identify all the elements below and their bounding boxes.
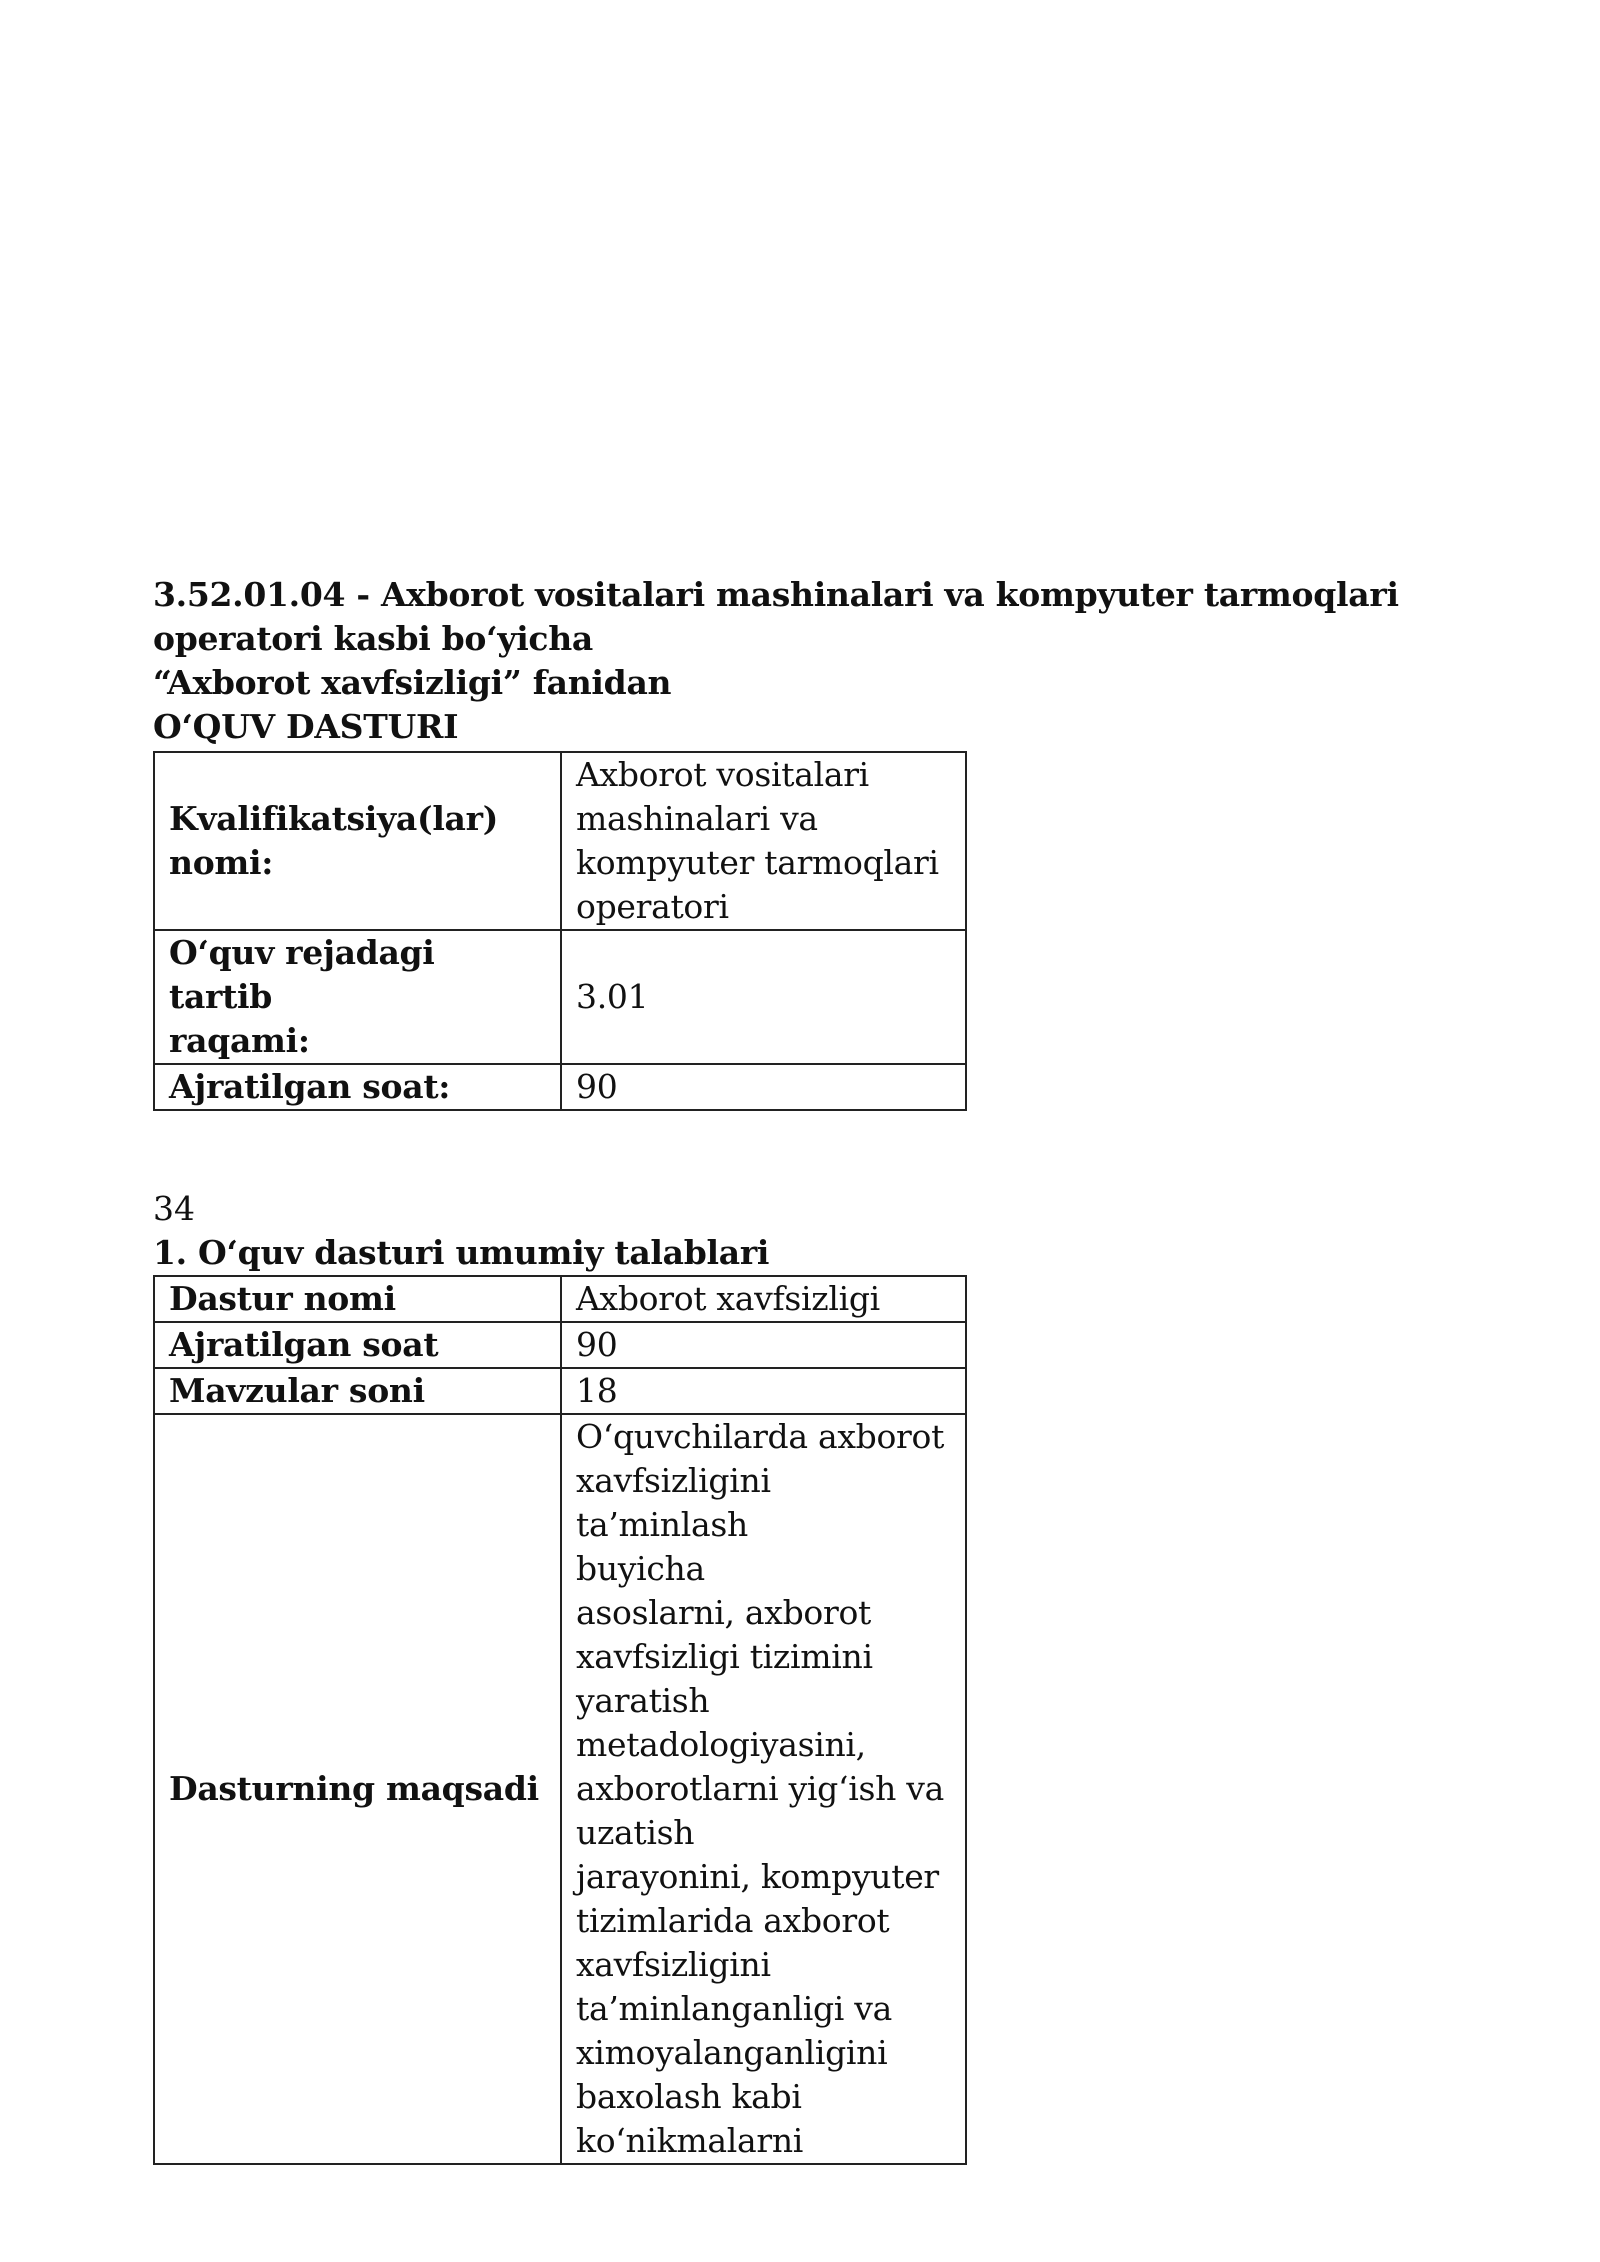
- heading-line-2: operatori kasbi bo‘yicha: [153, 619, 593, 658]
- allocated-hours-value: 90: [561, 1322, 966, 1368]
- table-row: [154, 1414, 966, 2164]
- program-name-value: Axborot xavfsizligi: [561, 1276, 966, 1322]
- program-goal-label: Dasturning maqsadi: [154, 1414, 561, 2164]
- allocated-hours-label: Ajratilgan soat:: [154, 1064, 561, 1110]
- document-heading: [153, 573, 1399, 749]
- qualification-name-value: Axborot vositalari mashinalari va kompyuter tarmoqlari operatori: [561, 752, 966, 930]
- heading-line-1: 3.52.01.04 - Axborot vositalari mashinalari va kompyuter tarmoqlari: [153, 575, 1399, 614]
- table-row: [154, 1322, 966, 1368]
- program-name-label: Dastur nomi: [154, 1276, 561, 1322]
- requirements-table: [153, 1275, 967, 2165]
- qualification-table: [153, 751, 967, 1111]
- requirements-table-wrapper: [153, 1275, 967, 2165]
- plan-order-number-value: 3.01: [561, 930, 966, 1064]
- topics-count-label: Mavzular soni: [154, 1368, 561, 1414]
- qualification-name-label: Kvalifikatsiya(lar) nomi:: [154, 752, 561, 930]
- program-goal-value: O‘quvchilarda axborot xavfsizligini ta’minlash buyicha asoslarni, axborot xavfsizligi tizimini yaratish metadologiyasini, axborotlarni yig‘ish va uzatish jarayonini, kompyuter tizimlarida axborot xavfsizligini ta’minlanganligi va ximoyalanganligini baxolash kabi ko‘nikmalarni: [561, 1414, 966, 2164]
- table-row: [154, 1064, 966, 1110]
- table-row: [154, 930, 966, 1064]
- section-title: 1. O‘quv dasturi umumiy talablari: [153, 1233, 770, 1272]
- table-row: [154, 752, 966, 930]
- page-number: 34: [153, 1189, 195, 1228]
- topics-count-value: 18: [561, 1368, 966, 1414]
- allocated-hours-label: Ajratilgan soat: [154, 1322, 561, 1368]
- table-row: [154, 1276, 966, 1322]
- allocated-hours-value: 90: [561, 1064, 966, 1110]
- heading-line-4: O‘QUV DASTURI: [153, 707, 459, 746]
- plan-order-number-label: O‘quv rejadagi tartib raqami:: [154, 930, 561, 1064]
- table-row: [154, 1368, 966, 1414]
- qualification-table-wrapper: [153, 751, 967, 1111]
- heading-line-3: “Axborot xavfsizligi” fanidan: [153, 663, 672, 702]
